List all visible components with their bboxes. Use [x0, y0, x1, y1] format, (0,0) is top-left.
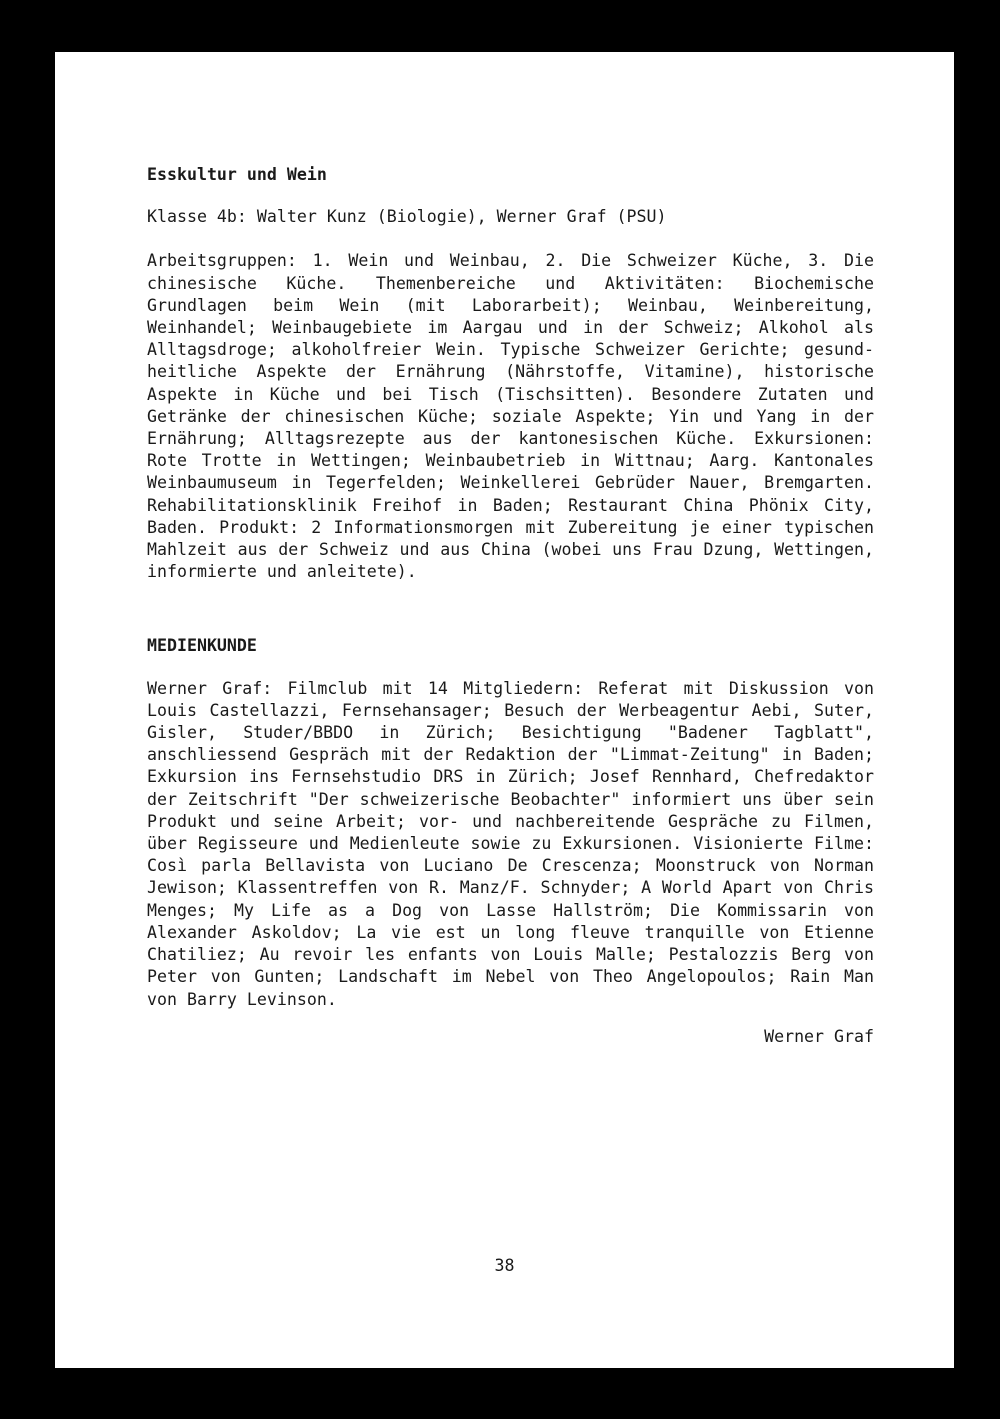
- section-heading-medienkunde: MEDIENKUNDE: [147, 636, 257, 656]
- section-heading-esskultur: Esskultur und Wein: [147, 165, 327, 184]
- page-number: 38: [494, 1256, 515, 1275]
- text-column: [147, 164, 874, 1048]
- signature: Werner Graf: [764, 1026, 874, 1046]
- medienkunde-paragraph: Werner Graf: Filmclub mit 14 Mitgliedern: Referat mit Diskussion von Louis Castellazzi, Fernsehansager; Besuch der Werbeagentur Aebi, Suter, Gisler, Studer/BBDO in Zürich; Besichtigung "Badener Tagblatt", anschliessend Gespräch mit der Redaktion der "Limmat-Zeitung" in Baden; Exkursion ins Fernsehstudio DRS in Zürich; Josef Rennhard, Chefredaktor der Zeitschrift "Der schweizerische Beobachter" informiert uns über sein Produkt und seine Arbeit; vor- und nachbereitende Gespräche zu Filmen, über Regisseure und Medienleute sowie zu Exkursionen. Visionierte Filme: Così parla Bellavista von Luciano De Crescenza; Moonstruck von Norman Jewison; Klassentreffen von R. Manz/F. Schnyder; A World Apart von Chris Menges; My Life as a Dog von Lasse Hallström; Die Kommissarin von Alexander Askoldov; La vie est un long fleuve tranquille von Etienne Chatiliez; Au revoir les enfants von Louis Malle; Pestalozzis Berg von Peter von Gunten; Landschaft im Nebel von Theo Angelopoulos; Rain Man von Barry Levinson.: [147, 678, 874, 1009]
- document-page: [55, 52, 954, 1368]
- class-line: Klasse 4b: Walter Kunz (Biologie), Werner Graf (PSU): [147, 207, 667, 227]
- esskultur-paragraph: Arbeitsgruppen: 1. Wein und Weinbau, 2. Die Schweizer Küche, 3. Die chinesische Küche. Themenbereiche und Aktivitäten: Biochemische Grundlagen beim Wein (mit Laborarbeit); Weinbau, Weinbereitung, Weinhandel; Weinbaugebiete im Aargau und in der Schweiz; Alkohol als Alltagsdroge; alkoholfreier Wein. Typische Schweizer Gerichte; gesundheitliche Aspekte der Ernährung (Nährstoffe, Vitamine), historische Aspekte in Küche und bei Tisch (Tischsitten). Besondere Zutaten und Getränke der chinesischen Küche; soziale Aspekte; Yin und Yang in der Ernährung; Alltagsrezepte aus der kantonesischen Küche. Exkursionen: Rote Trotte in Wettingen; Weinbaubetrieb in Wittnau; Aarg. Kantonales Weinbaumuseum in Tegerfelden; Weinkellerei Gebrüder Nauer, Bremgarten. Rehabilitationsklinik Freihof in Baden; Restaurant China Phönix City, Baden. Produkt: 2 Informationsmorgen mit Zubereitung je einer typischen Mahlzeit aus der Schweiz und aus China (wobei uns Frau Dzung, Wettingen, informierte und anleitete).: [147, 251, 874, 582]
